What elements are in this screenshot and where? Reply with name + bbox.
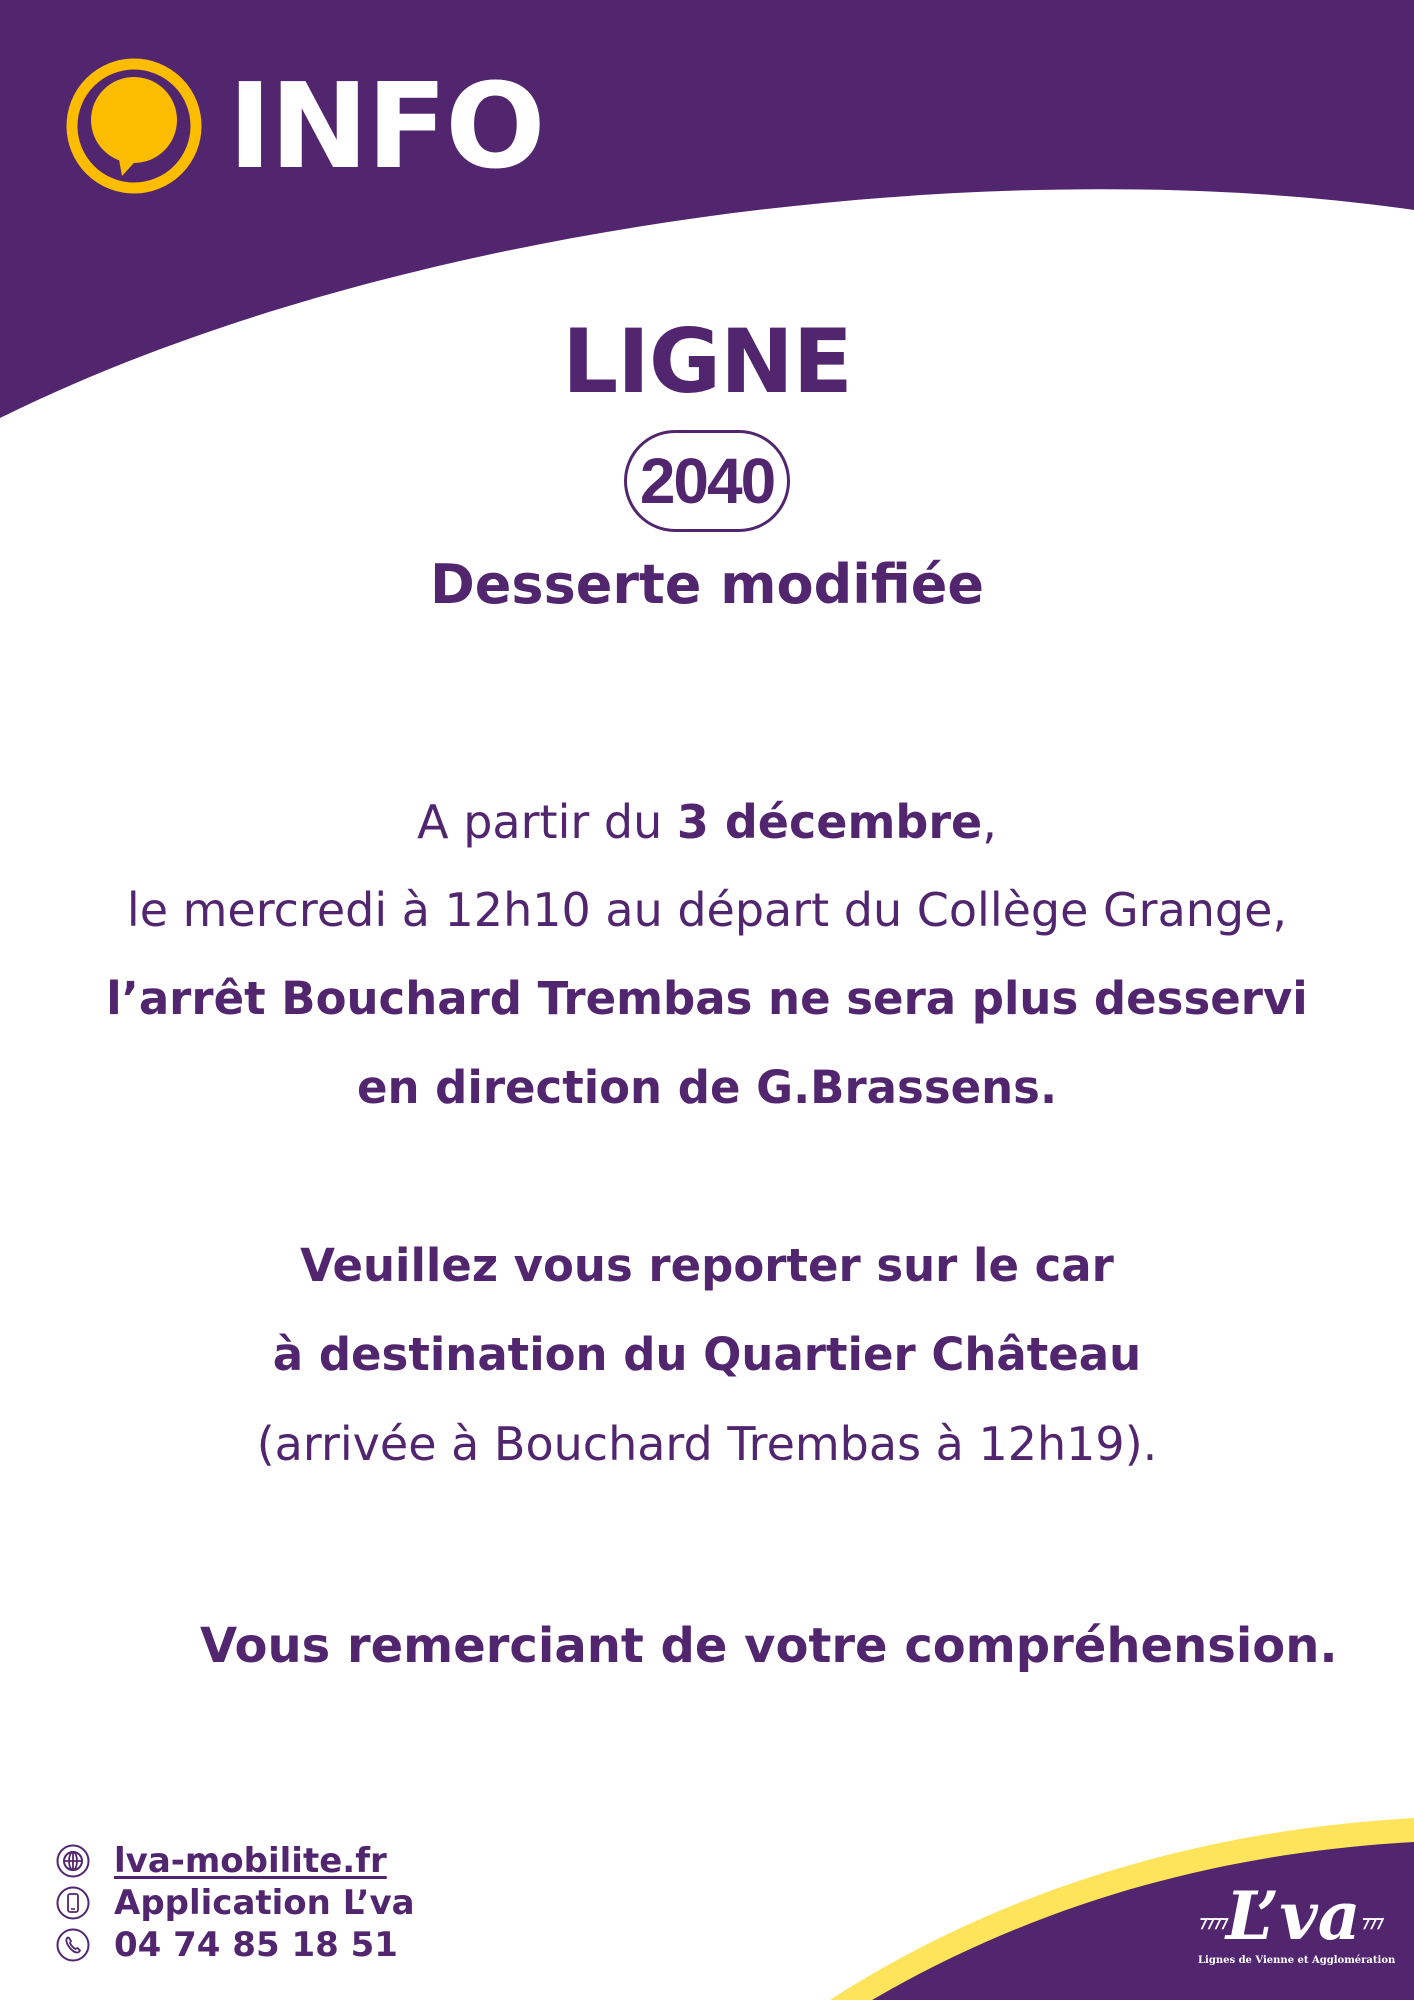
lva-logo-dots-right: ⁊⁊⁊ [1360,1912,1382,1931]
line-number-pill [0,430,1414,532]
thanks-message: Vous remerciant de votre compréhension. [200,1618,1338,1674]
lva-logo-dots-left: ⁊⁊⁊⁊ [1198,1912,1226,1931]
message-date-suffix: , [982,795,997,849]
message-line-direction: en direction de G.Brassens. [356,1061,1058,1114]
message-date: 3 décembre [676,795,983,849]
app-label: Application L’va [114,1883,415,1923]
message-date-prefix: A partir du [417,795,677,849]
speech-bubble-icon [66,58,202,194]
line-number: 2040 [624,430,790,532]
website-link[interactable]: lva-mobilite.fr [114,1841,387,1881]
header-title: INFO [228,57,544,195]
lva-logo-name: L’va [1225,1877,1361,1955]
lva-logo-tagline: Lignes de Vienne et Agglomération [1198,1955,1396,1966]
message-line-departure: le mercredi à 12h10 au départ du Collège Grange, [126,883,1288,937]
globe-icon [56,1844,90,1878]
phone-number: 04 74 85 18 51 [114,1925,398,1965]
message-line-date [0,792,1414,852]
message-line-stop: l’arrêt Bouchard Trembas ne sera plus desservi [106,972,1308,1025]
lva-logo-wordmark [1198,1877,1382,1955]
message-line-destination: à destination du Quartier Château [272,1328,1142,1381]
line-label: LIGNE [562,310,852,413]
phone-icon [56,1928,90,1962]
service-status: Desserte modifiée [429,553,985,616]
contact-website[interactable] [56,1840,415,1882]
message-line-instruction: Veuillez vous reporter sur le car [300,1239,1114,1292]
message-line-arrival: (arrivée à Bouchard Trembas à 12h19). [256,1417,1158,1471]
lva-logo [1198,1877,1396,1968]
contact-app[interactable] [56,1882,415,1924]
contact-list [56,1840,415,1966]
smartphone-icon [56,1886,90,1920]
contact-phone[interactable] [56,1924,415,1966]
